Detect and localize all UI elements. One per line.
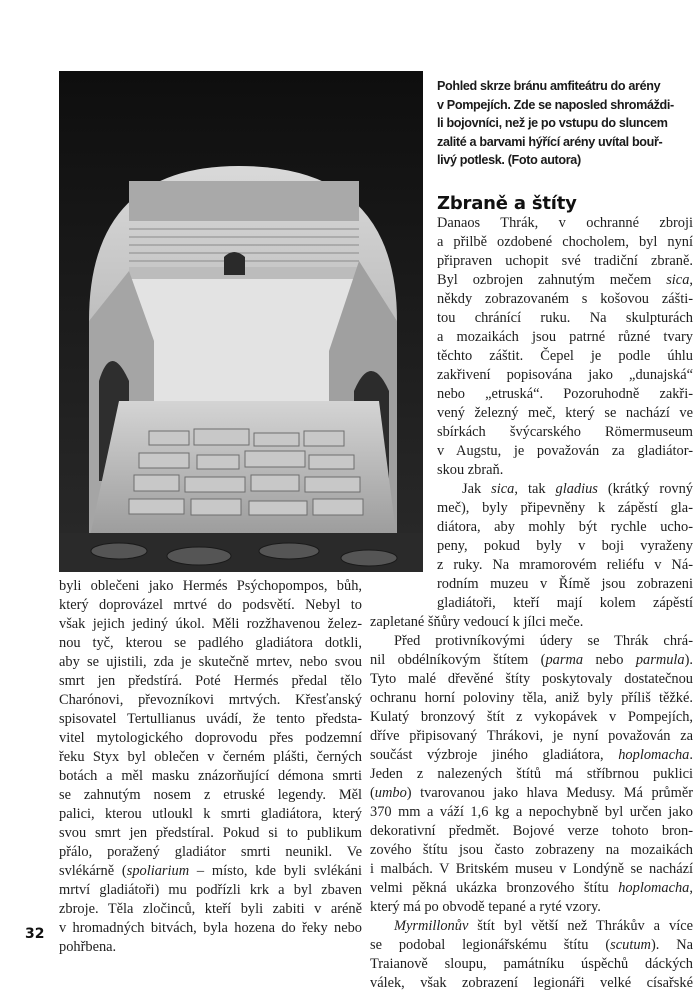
body-line: svlékárně (spoliarium – místo, kde byli svlékáni [59,863,363,879]
body-line: se podobal legionářskému štítu (scutum). Na [370,937,693,953]
body-line: v hromadných bitvách, byla hozena do řeky nebo [59,920,362,936]
body-line: byli oblečeni jako Hermés Psýchopompos, bůh, [59,578,362,594]
body-line: nil obdélníkovým štítem (parma nebo parmula). [370,652,694,668]
body-line: palici, kterou utloukl k smrti gladiátora, který [59,806,362,822]
body-line: (umbo) tvarovanou jako hlava Medusy. Má průměr [370,785,693,801]
body-line: velmi pěkná ukázka bronzového štítu hoplomacha, [370,880,693,896]
body-line: a mozaikách jsou patrné různé tvary [437,329,693,345]
body-line: i malbách. V Britském museu v Londýně se nachází [370,861,693,877]
body-line: vitel mytologického doprovodu přes podzemní [59,730,362,746]
caption-line: livý potlesk. (Foto autora) [437,153,581,168]
body-line: připraven uchopit své tradiční zbraně. [437,253,693,269]
arena-gate-photo [59,71,423,572]
body-line: těchto záštit. Čepel je podle úhlu [437,348,693,364]
body-line: Před protivníkovými údery se Thrák chrá- [394,633,693,649]
body-line: Charónovi, převozníkovi mrtvých. Křesťanský [59,692,362,708]
body-line: nebo „etruská“. Pozoruhodně zakři- [437,386,693,402]
page-number: 32 [25,926,45,942]
body-line: však jejich jediný úkol. Měli rozžhavenou želez- [59,616,362,632]
body-line: smrt jen předstírá. Poté Hermés předal tělo [59,673,362,689]
body-line: zového štítu jsou často zobrazeny na mozaikách [370,842,693,858]
body-line: aby se ujistili, zda je skutečně mrtev, nebo svou [59,654,362,670]
body-line: a přilbě ozdobené chocholem, byl nyní [437,234,693,250]
body-line: skou zbraň. [437,462,504,478]
body-line: botách a měl masku znázorňující démona smrti [59,768,362,784]
body-line: dekorativní předmět. Bojové verze tohoto bron- [370,823,693,839]
body-line: přálo, poražený gladiátor smrti neunikl. Ve [59,844,362,860]
body-line: peny, pokud byly v boji vyraženy [437,538,693,554]
body-line: gladiátoři, kteří mají kolem zápěstí [437,595,693,611]
body-line: 370 mm a váží 1,6 kg a nepochybně byl určen jako [370,804,693,820]
caption-line: zalité a barvami hýřící arény uvítal bouř- [437,134,663,149]
body-line: Traianově sloupu, památníku úspěchů dáckých [370,956,693,972]
body-line: Myrmillonův štít byl větší než Thrákův a více [394,918,693,934]
body-line: svou smrt jen předstíral. Pokud si to publikum [59,825,362,841]
body-line: zbroje. Těla zločinců, kteří byli zabiti v aréně [59,901,362,917]
body-line: tou chránící ruku. Na skulpturách [437,310,693,326]
body-line: sbírkách švýcarského Römermuseum [437,424,693,440]
body-line: dříve připisovaný Thrákovi, je nyní považován za [370,728,693,744]
body-line: pohřbena. [59,939,117,955]
caption-line: v Pompejích. Zde se naposled shromáždi- [437,97,674,112]
body-line: mrtví gladiátoři) mu podřízli krk a byl zbaven [59,882,362,898]
body-line: který má po obvodě tepané a ryté vzory. [370,899,601,915]
body-line: spisovatel Tertullianus uvádí, že tento předsta- [59,711,362,727]
photo-illustration [59,71,423,572]
body-line: v Augstu, je považován za gladiátor- [437,443,693,459]
body-line: zapletané šňůry vedoucí k jílci meče. [370,614,584,630]
body-line: nou tyč, kterou se padlého gladiátora dotkli, [59,635,362,651]
body-line: rodním muzeu v Římě jsou zobrazeni [437,576,693,592]
section-heading: Zbraně a štíty [437,193,577,214]
body-line: Danaos Thrák, v ochranné zbroji [437,215,693,231]
body-line: Tyto malé dřevěné štíty poskytovaly dostatečnou [370,671,693,687]
body-line: Jeden z nalezených štítů má stříbrnou puklici [370,766,693,782]
caption-line: li bojovníci, než je po vstupu do sluncem [437,116,668,131]
body-line: ochranu horní poloviny těla, aniž byly příliš těžké. [370,690,693,706]
body-line: válek, však zobrazení legionáři velké císařské [370,975,693,991]
body-line: někdy zobrazovaném s košovou zášti- [437,291,693,307]
caption-line: Pohled skrze bránu amfiteátru do arény [437,79,661,93]
body-line: řeku Styx byl oblečen v černém plášti, černých [59,749,362,765]
body-line: který doprovázel mrtvé do podsvětí. Nebyl to [59,597,362,613]
body-line: se zahnutým nosem z etruské legendy. Měl [59,787,362,803]
body-line: zakřivení popisována jako „dunajská“ [437,367,693,383]
body-line: meč), byly připevněny k zápěstí gla- [437,500,693,516]
body-line: z ruky. Na mramorovém reliéfu v Ná- [437,557,693,573]
body-line: součást výzbroje jiného gladiátora, hoplomacha. [370,747,693,763]
photo-caption [437,77,692,170]
body-line: Kulatý bronzový štít z vykopávek v Pompejích, [370,709,693,725]
body-line: diátora, aby mohly být rychle ucho- [437,519,693,535]
body-line: Byl ozbrojen zahnutým mečem sica, [437,272,693,288]
body-line: Jak sica, tak gladius (krátký rovný [462,481,694,497]
body-line: vený železný meč, který se nachází ve [437,405,693,421]
